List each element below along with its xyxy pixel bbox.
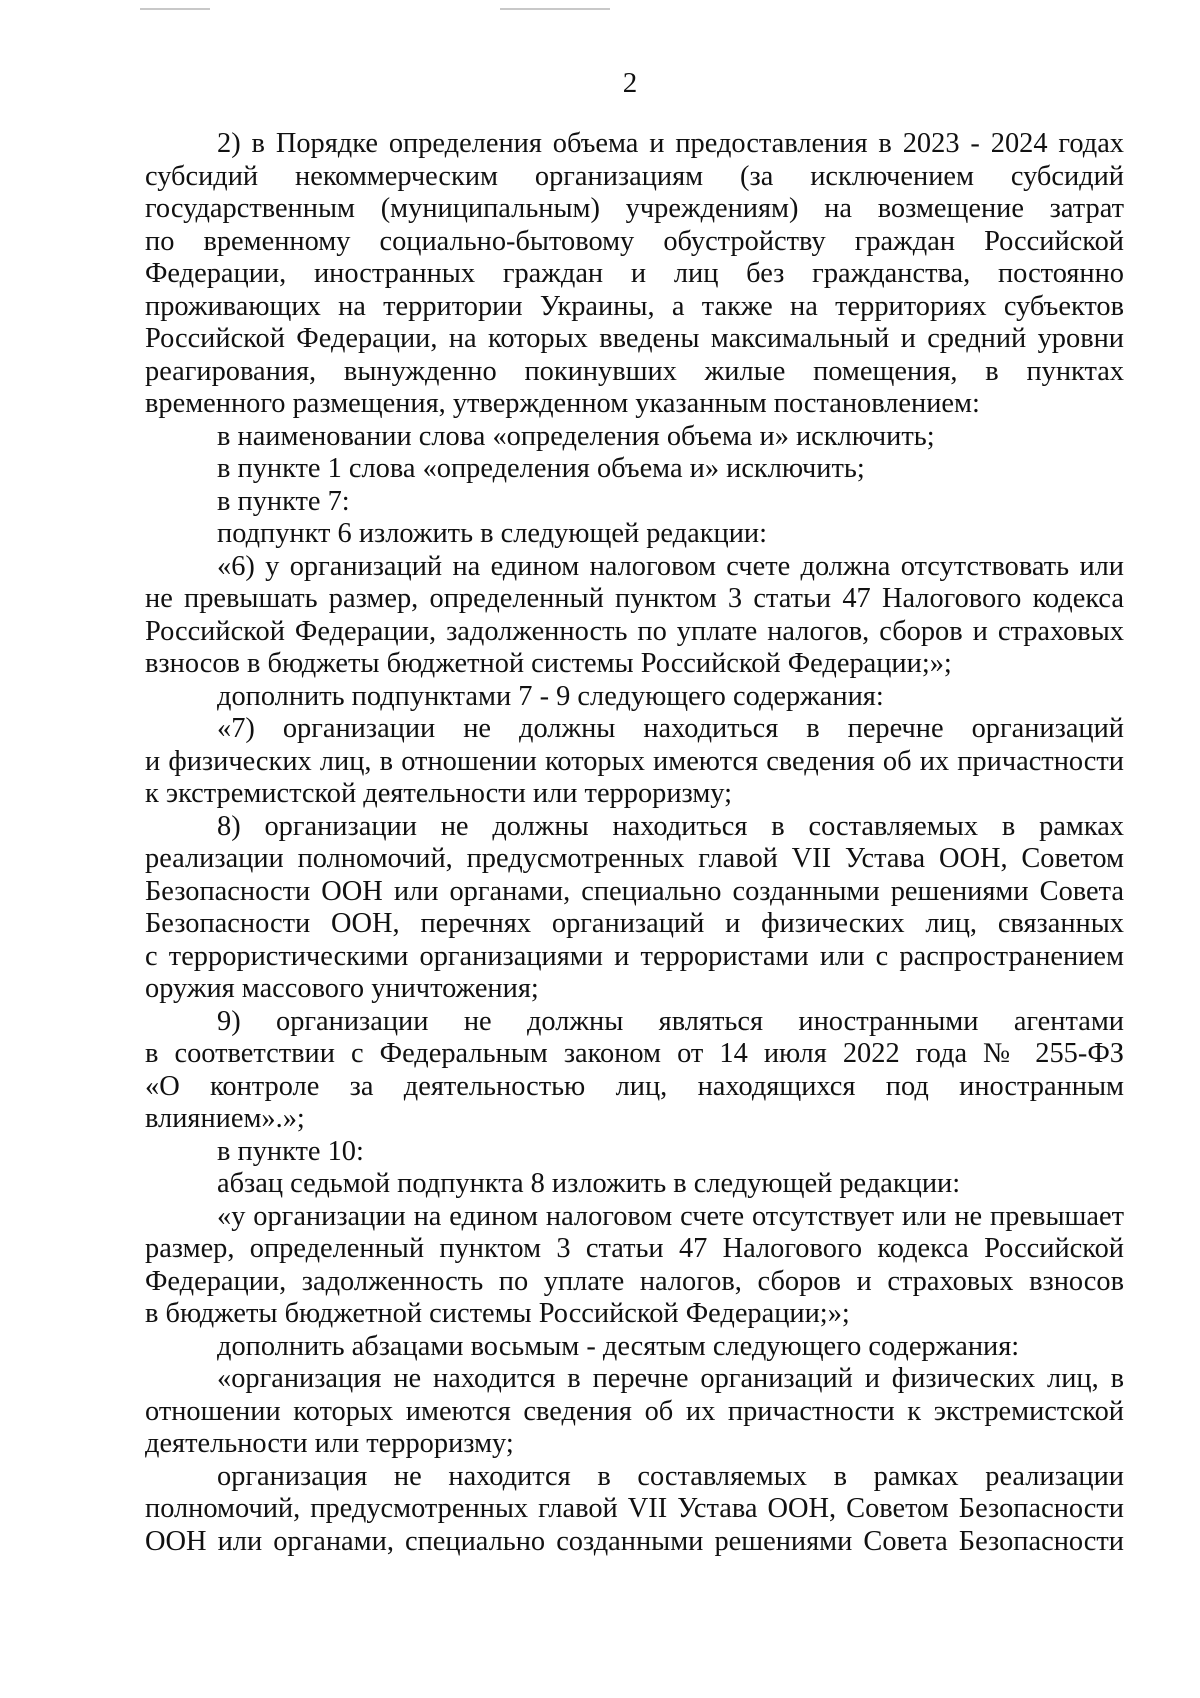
text-line: субсидий некоммерческим организациям (за исключением субсидий — [145, 160, 1124, 192]
text-line: Федерации, иностранных граждан и лиц без гражданства, постоянно — [145, 258, 1124, 289]
text-line: по временному социально-бытовому обустройству граждан Российской — [145, 225, 1124, 257]
text-line: взносов в бюджеты бюджетной системы Российской Федерации;»; — [145, 648, 952, 679]
text-line: «организация не находится в перечне организаций и физических лиц, в — [217, 1363, 1124, 1394]
document-paragraph: абзац седьмой подпункта 8 изложить в следующей редакции: — [217, 1168, 961, 1199]
text-line: 2) в Порядке определения объема и предоставления в 2023 - 2024 годах — [217, 128, 1124, 159]
text-line: временного размещения, утвержденном указанным постановлением: — [145, 388, 980, 419]
document-paragraph: в пункте 7: — [217, 485, 350, 517]
document-body — [145, 128, 1124, 1558]
text-line: деятельности или терроризму; — [145, 1428, 514, 1459]
text-line: Российской Федерации, на которых введены максимальный и средний уровни — [145, 323, 1124, 354]
document-paragraph — [145, 128, 1124, 421]
text-line: влиянием».»; — [145, 1103, 305, 1134]
text-line: ООН или органами, специально созданными решениями Совета Безопасности — [145, 1525, 1124, 1557]
text-line: организация не находится в составляемых в рамках реализации — [217, 1460, 1124, 1492]
text-line: «6) у организаций на едином налоговом счете должна отсутствовать или — [217, 550, 1124, 582]
text-line: Федерации, задолженность по уплате налогов, сборов и страховых взносов — [145, 1265, 1124, 1297]
document-paragraph — [145, 1201, 1124, 1331]
text-line: не превышать размер, определенный пунктом 3 статьи 47 Налогового кодекса — [145, 583, 1124, 614]
text-line: в соответствии с Федеральным законом от 14 июля 2022 года № 255-ФЗ — [145, 1038, 1124, 1069]
text-line: реализации полномочий, предусмотренных главой VII Устава ООН, Советом — [145, 843, 1124, 874]
text-line: 9) организации не должны являться иностранными агентами — [217, 1005, 1124, 1037]
document-paragraph — [145, 551, 1124, 681]
text-line: полномочий, предусмотренных главой VII Устава ООН, Советом Безопасности — [145, 1493, 1124, 1524]
text-line: Российской Федерации, задолженность по уплате налогов, сборов и страховых — [145, 615, 1124, 647]
text-line: Безопасности ООН, перечнях организаций и физических лиц, связанных — [145, 908, 1124, 939]
text-line: в бюджеты бюджетной системы Российской Федерации;»; — [145, 1298, 850, 1329]
text-line: реагирования, вынужденно покинувших жилые помещения, в пунктах — [145, 355, 1124, 387]
text-line: оружия массового уничтожения; — [145, 973, 539, 1004]
document-paragraph: дополнить подпунктами 7 - 9 следующего содержания: — [217, 680, 884, 712]
text-line: размер, определенный пунктом 3 статьи 47 Налогового кодекса Российской — [145, 1233, 1124, 1264]
text-line: и физических лиц, в отношении которых имеются сведения об их причастности — [145, 745, 1124, 777]
document-paragraph: подпункт 6 изложить в следующей редакции: — [217, 518, 767, 549]
text-line: «7) организации не должны находиться в перечне организаций — [217, 713, 1124, 744]
document-paragraph — [145, 1006, 1124, 1136]
text-line: Безопасности ООН или органами, специально созданными решениями Совета — [145, 875, 1124, 907]
text-line: «у организации на едином налоговом счете отсутствует или не превышает — [217, 1200, 1124, 1232]
text-line: государственным (муниципальным) учреждениям) на возмещение затрат — [145, 193, 1124, 224]
document-paragraph: в пункте 1 слова «определения объема и» исключить; — [217, 453, 865, 484]
text-line: проживающих на территории Украины, а также на территориях субъектов — [145, 290, 1124, 322]
document-paragraph: в пункте 10: — [217, 1135, 364, 1167]
scan-artifact — [140, 8, 210, 10]
document-paragraph: дополнить абзацами восьмым - десятым следующего содержания: — [217, 1330, 1020, 1362]
document-paragraph — [145, 1461, 1124, 1559]
document-paragraph — [145, 713, 1124, 811]
page-number: 2 — [622, 67, 638, 99]
document-paragraph: в наименовании слова «определения объема и» исключить; — [217, 420, 935, 452]
text-line: «О контроле за деятельностью лиц, находящихся под иностранным — [145, 1070, 1124, 1102]
text-line: отношении которых имеются сведения об их причастности к экстремистской — [145, 1395, 1124, 1427]
text-line: 8) организации не должны находиться в составляемых в рамках — [217, 810, 1124, 842]
document-paragraph — [145, 1363, 1124, 1461]
text-line: к экстремистской деятельности или терроризму; — [145, 778, 733, 809]
text-line: с террористическими организациями и террористами или с распространением — [145, 940, 1124, 972]
document-paragraph — [145, 811, 1124, 1006]
scan-artifact — [500, 8, 610, 10]
